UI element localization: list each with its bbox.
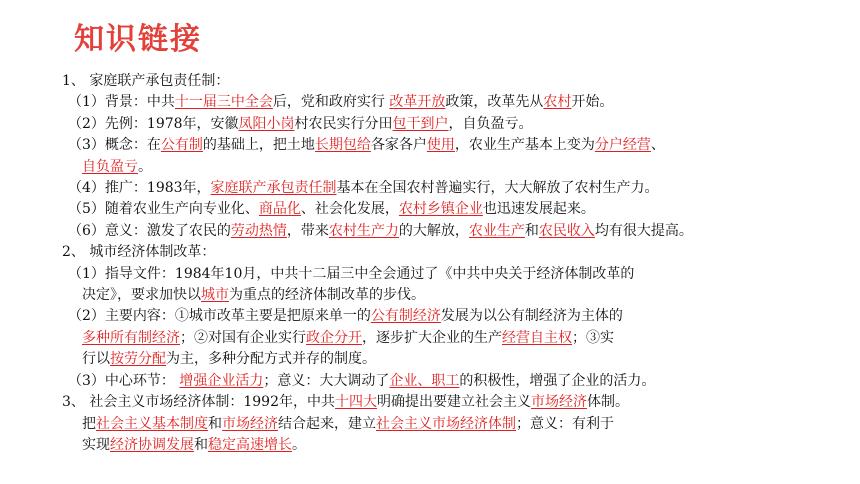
content-line bbox=[62, 371, 852, 392]
line-text: （1）背景：中共 bbox=[68, 94, 175, 111]
keyword-fill: 包干到户 bbox=[392, 115, 449, 132]
line-text: 发展为以公有制经济为主体的 bbox=[440, 308, 623, 325]
line-text: 的基础上，把土地 bbox=[202, 137, 315, 154]
content-line bbox=[62, 114, 852, 135]
keyword-fill: 农村乡镇企业 bbox=[398, 201, 483, 218]
line-text: 也迅速发展起来。 bbox=[482, 201, 595, 218]
line-text: （3）中心环节： bbox=[68, 372, 180, 389]
line-text: 开始。 bbox=[571, 94, 614, 111]
line-text: ；②对国有企业实行 bbox=[180, 329, 306, 346]
content-line bbox=[62, 392, 852, 413]
line-text: 基本在全国农村普遍实行，大大解放了农村生产力。 bbox=[336, 180, 659, 197]
keyword-fill: 使用 bbox=[426, 137, 455, 154]
content-line bbox=[62, 285, 852, 306]
line-text: 把 bbox=[82, 415, 96, 432]
line-text: 政策，改革先从 bbox=[445, 94, 544, 111]
keyword-fill: 企业、职工 bbox=[389, 372, 460, 389]
line-text: （1）指导文件：1984年10月，中共十二届三中全会通过了《中共中央关于经济体制改革的 bbox=[68, 265, 635, 282]
line-text: 实现 bbox=[82, 436, 110, 453]
line-text: ，逐步扩大企业的生产 bbox=[362, 329, 502, 346]
page-title: 知识链接 bbox=[74, 22, 202, 57]
line-text: 均有很大提高。 bbox=[594, 222, 693, 239]
line-text: ，带来 bbox=[286, 222, 329, 239]
line-text: ；意义：大大调动了 bbox=[263, 372, 390, 389]
keyword-fill: 市场经济 bbox=[531, 394, 587, 411]
content-line bbox=[62, 178, 852, 199]
content-line bbox=[62, 349, 852, 370]
content-line bbox=[62, 306, 852, 327]
keyword-fill: 城市 bbox=[201, 287, 229, 304]
keyword-fill: 按劳分配 bbox=[110, 351, 166, 368]
keyword-fill: 家庭联产承包责任制 bbox=[210, 180, 337, 197]
content-line bbox=[62, 92, 852, 113]
keyword-fill: 市场经济 bbox=[222, 415, 278, 432]
keyword-fill: 商品化 bbox=[258, 201, 301, 218]
content-line bbox=[62, 328, 852, 349]
line-text: 为主，多种分配方式并存的制度。 bbox=[166, 351, 376, 368]
content-line bbox=[62, 135, 852, 156]
line-text: 村农民实行分田 bbox=[294, 115, 393, 132]
line-text: 行以 bbox=[82, 351, 110, 368]
line-text: 明确提出要建立社会主义 bbox=[377, 394, 531, 411]
keyword-fill: 十四大 bbox=[335, 394, 377, 411]
line-text: （5）随着农业生产向专业化、 bbox=[68, 201, 259, 218]
keyword-fill: 凤阳小岗 bbox=[238, 115, 295, 132]
line-text: 结合起来，建立 bbox=[278, 415, 376, 432]
keyword-fill: 农民收入 bbox=[538, 222, 595, 239]
keyword-fill: 多种所有制经济 bbox=[82, 329, 180, 346]
line-text: 1、 家庭联产承包责任制： bbox=[62, 73, 230, 89]
line-text: （6）意义：激发了农民的 bbox=[68, 222, 231, 239]
line-text: （3）概念：在 bbox=[68, 137, 161, 154]
keyword-fill: 稳定高速增长 bbox=[208, 436, 292, 453]
keyword-fill: 增强企业活力 bbox=[179, 372, 264, 389]
keyword-fill: 劳动热情 bbox=[230, 222, 287, 239]
content-line bbox=[62, 221, 852, 242]
content-line bbox=[62, 199, 852, 220]
line-text: 和 bbox=[194, 436, 208, 453]
keyword-fill: 社会主义基本制度 bbox=[96, 415, 208, 432]
line-text: 、社会化发展， bbox=[300, 201, 399, 218]
line-text: （2）主要内容：①城市改革主要是把原来单一的 bbox=[68, 308, 371, 325]
keyword-fill: 十一届三中全会 bbox=[174, 94, 273, 111]
line-text: 。 bbox=[138, 158, 152, 175]
line-text: 、 bbox=[650, 137, 665, 154]
line-text: 为重点的经济体制改革的步伐。 bbox=[229, 287, 425, 304]
keyword-fill: 自负盈亏 bbox=[82, 158, 138, 175]
keyword-fill: 经营自主权 bbox=[502, 329, 572, 346]
line-text: 各家各户 bbox=[370, 137, 427, 154]
line-text: （2）先例：1978年，安徽 bbox=[68, 115, 239, 132]
line-text: ；③实 bbox=[572, 329, 614, 346]
line-text: 的大解放， bbox=[398, 222, 469, 239]
line-text: 2、 城市经济体制改革： bbox=[62, 244, 216, 261]
content-line bbox=[62, 264, 852, 285]
content-line bbox=[62, 435, 852, 456]
line-text: 和 bbox=[524, 222, 539, 239]
content-line bbox=[62, 242, 852, 263]
keyword-fill: 农业生产 bbox=[468, 222, 525, 239]
line-text: 后，党和政府实行 bbox=[272, 94, 390, 111]
keyword-fill: 公有制 bbox=[160, 137, 203, 154]
line-text: ；意义：有利于 bbox=[516, 415, 614, 432]
content-line bbox=[62, 414, 852, 435]
keyword-fill: 政企分开 bbox=[306, 329, 362, 346]
keyword-fill: 农村生产力 bbox=[328, 222, 399, 239]
line-text: ，自负盈亏。 bbox=[448, 115, 533, 132]
line-text: （4）推广：1983年， bbox=[68, 180, 211, 197]
keyword-fill: 改革开放 bbox=[389, 94, 446, 111]
keyword-fill: 经济协调发展 bbox=[110, 436, 194, 453]
line-text: 决定》，要求加快以 bbox=[82, 287, 201, 304]
content-line bbox=[62, 71, 852, 92]
line-text: 体制。 bbox=[587, 394, 629, 411]
line-text: 。 bbox=[292, 436, 306, 453]
keyword-fill: 农村 bbox=[543, 94, 572, 111]
line-text: 的积极性，增强了企业的活力。 bbox=[459, 372, 656, 389]
content-line bbox=[62, 157, 852, 178]
line-text: 和 bbox=[208, 415, 222, 432]
keyword-fill: 长期包给 bbox=[314, 137, 371, 154]
keyword-fill: 公有制经济 bbox=[370, 308, 441, 325]
knowledge-content bbox=[62, 71, 852, 456]
line-text: 3、 社会主义市场经济体制：1992年，中共 bbox=[62, 394, 335, 411]
keyword-fill: 分户经营 bbox=[594, 137, 651, 154]
line-text: ，农业生产基本上变为 bbox=[454, 137, 595, 154]
keyword-fill: 社会主义市场经济体制 bbox=[376, 415, 516, 432]
